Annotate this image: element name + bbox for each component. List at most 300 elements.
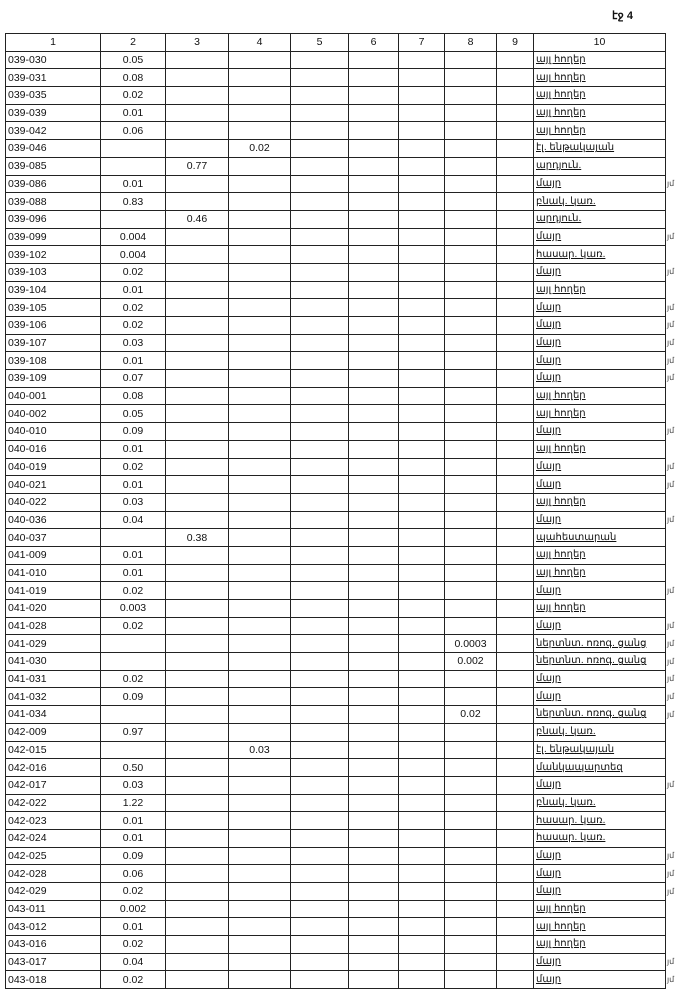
area-col-2: 0.02 <box>101 87 166 105</box>
area-col-3 <box>166 423 229 441</box>
area-col-9 <box>497 263 534 281</box>
area-col-4 <box>229 829 291 847</box>
area-col-6 <box>349 140 399 158</box>
area-col-9 <box>497 51 534 69</box>
area-col-7 <box>399 228 445 246</box>
area-col-5 <box>291 352 349 370</box>
area-col-3 <box>166 688 229 706</box>
area-col-7 <box>399 263 445 281</box>
area-col-6 <box>349 476 399 494</box>
area-col-2: 0.02 <box>101 971 166 989</box>
area-col-2: 0.01 <box>101 175 166 193</box>
area-col-5 <box>291 334 349 352</box>
area-col-2: 0.06 <box>101 122 166 140</box>
table-row <box>6 87 666 105</box>
area-col-4 <box>229 529 291 547</box>
margin-mark: յմ <box>667 656 675 666</box>
area-col-2: 0.01 <box>101 281 166 299</box>
area-col-4 <box>229 405 291 423</box>
area-col-3 <box>166 723 229 741</box>
area-col-3 <box>166 228 229 246</box>
table-row <box>6 51 666 69</box>
table-row <box>6 617 666 635</box>
area-col-6 <box>349 405 399 423</box>
page-number: էջ 4 <box>612 10 633 22</box>
area-col-8 <box>445 759 497 777</box>
area-col-6 <box>349 228 399 246</box>
area-col-2: 0.02 <box>101 617 166 635</box>
table-row <box>6 776 666 794</box>
area-col-7 <box>399 387 445 405</box>
land-use: բնակ. կառ. <box>534 723 666 741</box>
area-col-7 <box>399 529 445 547</box>
area-col-6 <box>349 564 399 582</box>
area-col-7 <box>399 617 445 635</box>
area-col-3 <box>166 883 229 901</box>
area-col-9 <box>497 953 534 971</box>
area-col-8: 0.02 <box>445 706 497 724</box>
margin-mark: յմ <box>667 638 675 648</box>
header-row <box>6 34 666 52</box>
area-col-9 <box>497 812 534 830</box>
area-col-5 <box>291 476 349 494</box>
area-col-8: 0.0003 <box>445 635 497 653</box>
area-col-2 <box>101 653 166 671</box>
area-col-5 <box>291 263 349 281</box>
land-table <box>5 33 666 989</box>
table-row <box>6 157 666 175</box>
area-col-8 <box>445 529 497 547</box>
parcel-code: 039-088 <box>6 193 101 211</box>
area-col-5 <box>291 918 349 936</box>
area-col-8 <box>445 670 497 688</box>
table-row <box>6 706 666 724</box>
area-col-3 <box>166 635 229 653</box>
area-col-7 <box>399 493 445 511</box>
area-col-9 <box>497 971 534 989</box>
area-col-8 <box>445 564 497 582</box>
area-col-8 <box>445 723 497 741</box>
area-col-4 <box>229 104 291 122</box>
table-row <box>6 140 666 158</box>
land-use: մայր <box>534 865 666 883</box>
table-row <box>6 653 666 671</box>
column-header-6: 6 <box>349 34 399 52</box>
area-col-7 <box>399 476 445 494</box>
area-col-2: 0.05 <box>101 405 166 423</box>
land-use: մայր <box>534 263 666 281</box>
area-col-4 <box>229 122 291 140</box>
area-col-4 <box>229 440 291 458</box>
table-row <box>6 69 666 87</box>
area-col-3 <box>166 706 229 724</box>
area-col-2: 0.97 <box>101 723 166 741</box>
area-col-8 <box>445 122 497 140</box>
area-col-3 <box>166 971 229 989</box>
area-col-8 <box>445 317 497 335</box>
area-col-3 <box>166 918 229 936</box>
area-col-6 <box>349 370 399 388</box>
area-col-3 <box>166 776 229 794</box>
area-col-2: 0.09 <box>101 423 166 441</box>
area-col-9 <box>497 741 534 759</box>
area-col-6 <box>349 829 399 847</box>
parcel-code: 042-029 <box>6 883 101 901</box>
parcel-code: 042-024 <box>6 829 101 847</box>
area-col-9 <box>497 936 534 954</box>
area-col-5 <box>291 193 349 211</box>
land-use: մայր <box>534 175 666 193</box>
area-col-5 <box>291 317 349 335</box>
area-col-8 <box>445 405 497 423</box>
area-col-8 <box>445 299 497 317</box>
area-col-7 <box>399 883 445 901</box>
area-col-7 <box>399 104 445 122</box>
area-col-5 <box>291 423 349 441</box>
land-use: մայր <box>534 776 666 794</box>
area-col-8 <box>445 794 497 812</box>
area-col-5 <box>291 281 349 299</box>
area-col-7 <box>399 458 445 476</box>
margin-mark: յմ <box>667 868 675 878</box>
margin-mark: յմ <box>667 267 675 277</box>
margin-mark: յմ <box>667 178 675 188</box>
area-col-7 <box>399 829 445 847</box>
area-col-6 <box>349 759 399 777</box>
area-col-9 <box>497 865 534 883</box>
area-col-6 <box>349 883 399 901</box>
area-col-7 <box>399 317 445 335</box>
area-col-7 <box>399 334 445 352</box>
area-col-2: 0.02 <box>101 458 166 476</box>
land-use: հասար. կառ. <box>534 246 666 264</box>
table-row <box>6 405 666 423</box>
area-col-7 <box>399 175 445 193</box>
area-col-7 <box>399 352 445 370</box>
area-col-9 <box>497 617 534 635</box>
area-col-3 <box>166 953 229 971</box>
area-col-7 <box>399 122 445 140</box>
area-col-9 <box>497 582 534 600</box>
area-col-8 <box>445 210 497 228</box>
area-col-8 <box>445 387 497 405</box>
table-row <box>6 794 666 812</box>
area-col-8 <box>445 546 497 564</box>
land-use: բնակ. կառ. <box>534 794 666 812</box>
parcel-code: 039-103 <box>6 263 101 281</box>
area-col-3 <box>166 653 229 671</box>
table-row <box>6 458 666 476</box>
area-col-3 <box>166 281 229 299</box>
table-row <box>6 493 666 511</box>
margin-mark: յմ <box>667 957 675 967</box>
area-col-9 <box>497 847 534 865</box>
table-row <box>6 918 666 936</box>
area-col-4 <box>229 175 291 193</box>
area-col-5 <box>291 936 349 954</box>
area-col-6 <box>349 688 399 706</box>
parcel-code: 040-022 <box>6 493 101 511</box>
parcel-code: 040-016 <box>6 440 101 458</box>
area-col-4 <box>229 317 291 335</box>
area-col-7 <box>399 140 445 158</box>
parcel-code: 039-102 <box>6 246 101 264</box>
table-row <box>6 546 666 564</box>
table-row <box>6 193 666 211</box>
area-col-5 <box>291 582 349 600</box>
column-header-3: 3 <box>166 34 229 52</box>
area-col-8 <box>445 511 497 529</box>
land-use: մայր <box>534 670 666 688</box>
area-col-5 <box>291 759 349 777</box>
area-col-5 <box>291 635 349 653</box>
area-col-4 <box>229 847 291 865</box>
area-col-7 <box>399 87 445 105</box>
area-col-3 <box>166 370 229 388</box>
table-row <box>6 246 666 264</box>
area-col-9 <box>497 653 534 671</box>
area-col-5 <box>291 741 349 759</box>
area-col-8 <box>445 847 497 865</box>
area-col-4 <box>229 812 291 830</box>
area-col-2 <box>101 140 166 158</box>
table-row <box>6 122 666 140</box>
area-col-9 <box>497 706 534 724</box>
land-use: մայր <box>534 617 666 635</box>
area-col-3: 0.46 <box>166 210 229 228</box>
area-col-4 <box>229 352 291 370</box>
area-col-5 <box>291 706 349 724</box>
area-col-2: 0.003 <box>101 600 166 618</box>
area-col-4 <box>229 193 291 211</box>
parcel-code: 042-023 <box>6 812 101 830</box>
area-col-9 <box>497 104 534 122</box>
land-use: մայր <box>534 847 666 865</box>
area-col-9 <box>497 175 534 193</box>
area-col-4 <box>229 476 291 494</box>
area-col-9 <box>497 511 534 529</box>
area-col-4 <box>229 423 291 441</box>
parcel-code: 039-086 <box>6 175 101 193</box>
area-col-7 <box>399 370 445 388</box>
area-col-5 <box>291 600 349 618</box>
area-col-5 <box>291 829 349 847</box>
area-col-7 <box>399 706 445 724</box>
area-col-7 <box>399 759 445 777</box>
land-use: մայր <box>534 582 666 600</box>
area-col-3 <box>166 104 229 122</box>
area-col-8 <box>445 352 497 370</box>
parcel-code: 039-030 <box>6 51 101 69</box>
area-col-9 <box>497 370 534 388</box>
parcel-code: 042-016 <box>6 759 101 777</box>
area-col-7 <box>399 723 445 741</box>
area-col-7 <box>399 953 445 971</box>
area-col-7 <box>399 670 445 688</box>
land-use: այլ հողեր <box>534 600 666 618</box>
area-col-6 <box>349 706 399 724</box>
area-col-9 <box>497 122 534 140</box>
area-col-9 <box>497 829 534 847</box>
area-col-5 <box>291 900 349 918</box>
margin-mark: յմ <box>667 426 675 436</box>
area-col-9 <box>497 157 534 175</box>
area-col-3 <box>166 263 229 281</box>
area-col-3 <box>166 299 229 317</box>
area-col-8 <box>445 971 497 989</box>
area-col-9 <box>497 759 534 777</box>
parcel-code: 041-030 <box>6 653 101 671</box>
column-header-7: 7 <box>399 34 445 52</box>
area-col-8 <box>445 476 497 494</box>
area-col-3 <box>166 847 229 865</box>
land-use: մայր <box>534 971 666 989</box>
land-use: մայր <box>534 953 666 971</box>
land-use: մանկապարտեզ <box>534 759 666 777</box>
parcel-code: 040-037 <box>6 529 101 547</box>
area-col-8 <box>445 140 497 158</box>
area-col-6 <box>349 865 399 883</box>
table-row <box>6 210 666 228</box>
area-col-2: 0.04 <box>101 953 166 971</box>
table-row <box>6 370 666 388</box>
parcel-code: 041-019 <box>6 582 101 600</box>
area-col-3 <box>166 458 229 476</box>
parcel-code: 039-104 <box>6 281 101 299</box>
area-col-6 <box>349 122 399 140</box>
margin-mark: յմ <box>667 851 675 861</box>
area-col-8 <box>445 281 497 299</box>
area-col-2: 0.02 <box>101 670 166 688</box>
area-col-8 <box>445 423 497 441</box>
area-col-2: 0.07 <box>101 370 166 388</box>
area-col-9 <box>497 458 534 476</box>
area-col-4 <box>229 600 291 618</box>
parcel-code: 040-001 <box>6 387 101 405</box>
area-col-6 <box>349 511 399 529</box>
parcel-code: 041-031 <box>6 670 101 688</box>
area-col-5 <box>291 140 349 158</box>
land-use: մայր <box>534 423 666 441</box>
table-row <box>6 387 666 405</box>
table-row <box>6 317 666 335</box>
area-col-5 <box>291 370 349 388</box>
area-col-6 <box>349 953 399 971</box>
area-col-9 <box>497 600 534 618</box>
area-col-5 <box>291 529 349 547</box>
area-col-3 <box>166 69 229 87</box>
area-col-3 <box>166 140 229 158</box>
area-col-5 <box>291 157 349 175</box>
area-col-9 <box>497 688 534 706</box>
parcel-code: 040-002 <box>6 405 101 423</box>
column-header-9: 9 <box>497 34 534 52</box>
area-col-6 <box>349 812 399 830</box>
table-row <box>6 476 666 494</box>
parcel-code: 043-011 <box>6 900 101 918</box>
area-col-8 <box>445 900 497 918</box>
parcel-code: 041-020 <box>6 600 101 618</box>
margin-mark: յմ <box>667 373 675 383</box>
area-col-2: 0.03 <box>101 334 166 352</box>
area-col-2: 0.02 <box>101 936 166 954</box>
margin-mark: յմ <box>667 514 675 524</box>
area-col-6 <box>349 794 399 812</box>
parcel-code: 042-028 <box>6 865 101 883</box>
area-col-5 <box>291 299 349 317</box>
area-col-2: 0.04 <box>101 511 166 529</box>
area-col-6 <box>349 493 399 511</box>
table-row <box>6 900 666 918</box>
area-col-9 <box>497 317 534 335</box>
area-col-4 <box>229 883 291 901</box>
area-col-5 <box>291 246 349 264</box>
column-header-5: 5 <box>291 34 349 52</box>
parcel-code: 041-009 <box>6 546 101 564</box>
table-row <box>6 936 666 954</box>
area-col-7 <box>399 193 445 211</box>
land-use: այլ հողեր <box>534 440 666 458</box>
parcel-code: 039-099 <box>6 228 101 246</box>
area-col-3 <box>166 546 229 564</box>
area-col-9 <box>497 140 534 158</box>
area-col-4 <box>229 458 291 476</box>
table-row <box>6 281 666 299</box>
area-col-2: 0.50 <box>101 759 166 777</box>
parcel-code: 040-019 <box>6 458 101 476</box>
margin-mark: յմ <box>667 231 675 241</box>
column-header-1: 1 <box>6 34 101 52</box>
area-col-4 <box>229 281 291 299</box>
area-col-8 <box>445 936 497 954</box>
area-col-8 <box>445 883 497 901</box>
area-col-5 <box>291 883 349 901</box>
area-col-5 <box>291 210 349 228</box>
area-col-7 <box>399 600 445 618</box>
area-col-6 <box>349 653 399 671</box>
area-col-3 <box>166 476 229 494</box>
margin-mark: յմ <box>667 621 675 631</box>
area-col-4 <box>229 794 291 812</box>
parcel-code: 043-012 <box>6 918 101 936</box>
area-col-4 <box>229 953 291 971</box>
area-col-9 <box>497 900 534 918</box>
land-use: մայր <box>534 334 666 352</box>
area-col-7 <box>399 69 445 87</box>
land-use: էլ. ենթակայան <box>534 741 666 759</box>
area-col-7 <box>399 776 445 794</box>
parcel-code: 039-031 <box>6 69 101 87</box>
margin-mark: յմ <box>667 461 675 471</box>
area-col-5 <box>291 865 349 883</box>
area-col-5 <box>291 87 349 105</box>
area-col-8 <box>445 334 497 352</box>
area-col-6 <box>349 670 399 688</box>
land-use: այլ հողեր <box>534 918 666 936</box>
area-col-8 <box>445 918 497 936</box>
table-row <box>6 600 666 618</box>
table-row <box>6 688 666 706</box>
area-col-2: 0.004 <box>101 246 166 264</box>
area-col-4 <box>229 511 291 529</box>
area-col-2: 0.02 <box>101 263 166 281</box>
area-col-5 <box>291 387 349 405</box>
table-row <box>6 228 666 246</box>
area-col-3 <box>166 405 229 423</box>
area-col-2: 0.01 <box>101 918 166 936</box>
area-col-3 <box>166 193 229 211</box>
area-col-7 <box>399 51 445 69</box>
